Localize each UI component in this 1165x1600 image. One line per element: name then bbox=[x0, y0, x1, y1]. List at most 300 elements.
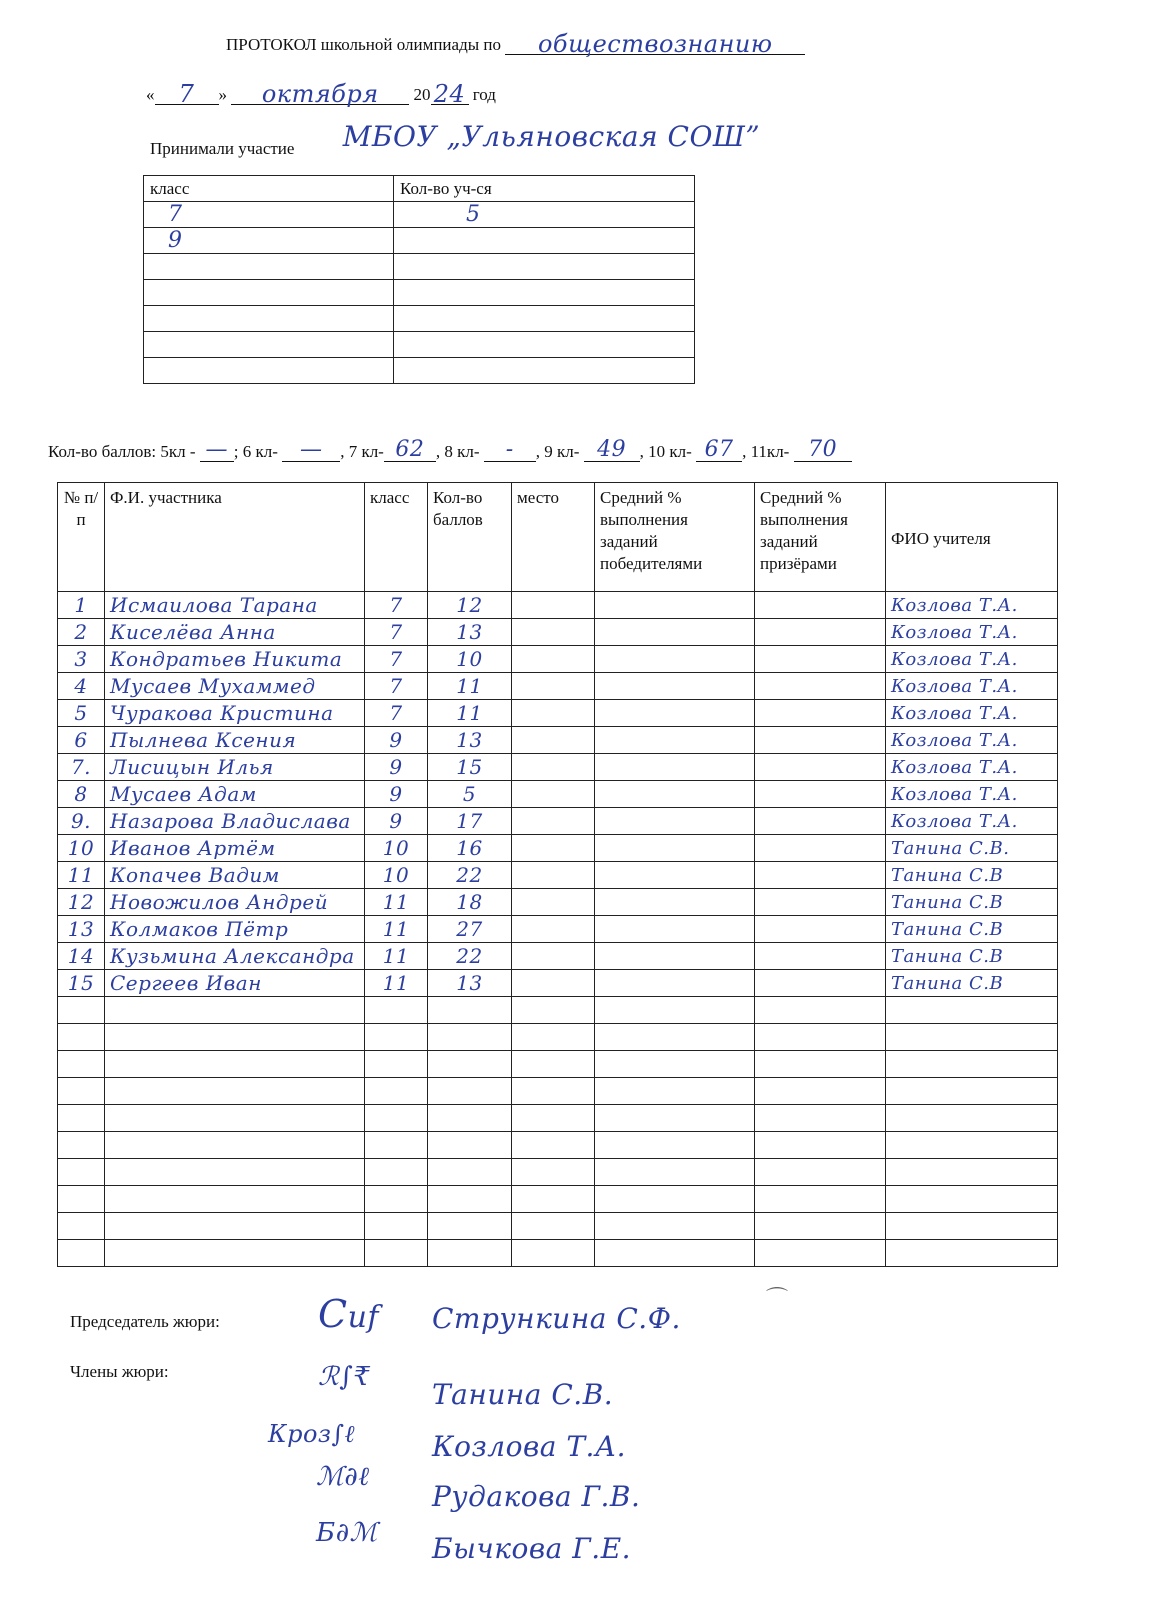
place-cell bbox=[512, 862, 595, 889]
empty-cell bbox=[755, 997, 886, 1024]
participant-name: Чуракова Кристина bbox=[105, 700, 365, 727]
table-row bbox=[58, 916, 1058, 943]
grade-cell: 9 bbox=[365, 727, 428, 754]
class-count-table bbox=[143, 175, 695, 384]
row-number: 10 bbox=[58, 835, 105, 862]
score-label-9: 9 кл- bbox=[544, 442, 580, 461]
empty-cell bbox=[428, 1078, 512, 1105]
empty-table-row bbox=[58, 1105, 1058, 1132]
empty-cell bbox=[428, 1051, 512, 1078]
empty-cell bbox=[886, 997, 1058, 1024]
empty-cell bbox=[58, 1186, 105, 1213]
row-number: 8 bbox=[58, 781, 105, 808]
empty-cell bbox=[428, 1024, 512, 1051]
place-cell bbox=[512, 592, 595, 619]
empty-cell bbox=[365, 1159, 428, 1186]
class-cell bbox=[144, 280, 394, 306]
protocol-title bbox=[226, 30, 805, 58]
score-value-9: 49 bbox=[597, 437, 627, 462]
table-row bbox=[58, 673, 1058, 700]
empty-cell bbox=[365, 1213, 428, 1240]
count-cell bbox=[394, 332, 695, 358]
table-row bbox=[58, 781, 1058, 808]
date-line bbox=[146, 80, 496, 108]
date-day-field bbox=[155, 80, 219, 108]
empty-cell bbox=[886, 1159, 1058, 1186]
points-cell: 16 bbox=[428, 835, 512, 862]
avg-prizewinners-cell bbox=[755, 889, 886, 916]
empty-cell bbox=[105, 1051, 365, 1078]
avg-prizewinners-cell bbox=[755, 943, 886, 970]
place-header: место bbox=[512, 483, 595, 592]
date-close-quote: » bbox=[218, 85, 227, 104]
participation-line bbox=[150, 120, 761, 161]
empty-cell bbox=[512, 1240, 595, 1267]
row-number: 1 bbox=[58, 592, 105, 619]
member-signature-1: ℛ∫₹ bbox=[318, 1362, 371, 1392]
empty-cell bbox=[755, 1105, 886, 1132]
participant-name: Назарова Владислава bbox=[105, 808, 365, 835]
empty-table-row bbox=[58, 997, 1058, 1024]
empty-cell bbox=[755, 1132, 886, 1159]
score-value-6: — bbox=[299, 437, 323, 462]
year-word: год bbox=[472, 85, 496, 104]
empty-cell bbox=[105, 1105, 365, 1132]
score-sep: , bbox=[742, 442, 747, 461]
empty-cell bbox=[512, 1078, 595, 1105]
place-cell bbox=[512, 673, 595, 700]
grade-cell: 7 bbox=[365, 646, 428, 673]
avg-winners-header: Средний % выполнения заданий победителями bbox=[595, 483, 755, 592]
empty-cell bbox=[58, 1240, 105, 1267]
avg-winners-cell bbox=[595, 592, 755, 619]
avg-winners-cell bbox=[595, 835, 755, 862]
avg-prizewinners-cell bbox=[755, 754, 886, 781]
avg-winners-cell bbox=[595, 862, 755, 889]
empty-cell bbox=[886, 1213, 1058, 1240]
avg-winners-cell bbox=[595, 700, 755, 727]
empty-cell bbox=[886, 1105, 1058, 1132]
count-cell bbox=[394, 228, 695, 254]
empty-cell bbox=[58, 1078, 105, 1105]
teacher-cell: Козлова Т.А. bbox=[886, 808, 1058, 835]
participant-name: Сергеев Иван bbox=[105, 970, 365, 997]
empty-cell bbox=[595, 1213, 755, 1240]
chair-label: Председатель жюри: bbox=[70, 1312, 220, 1331]
points-cell: 15 bbox=[428, 754, 512, 781]
empty-cell bbox=[105, 1186, 365, 1213]
empty-cell bbox=[595, 1078, 755, 1105]
score-sep: , bbox=[535, 442, 540, 461]
avg-prizewinners-cell bbox=[755, 862, 886, 889]
teacher-cell: Танина С.В. bbox=[886, 835, 1058, 862]
avg-prizewinners-cell bbox=[755, 673, 886, 700]
place-cell bbox=[512, 808, 595, 835]
avg-prizewinners-cell bbox=[755, 781, 886, 808]
place-cell bbox=[512, 754, 595, 781]
avg-prizewinners-cell bbox=[755, 916, 886, 943]
empty-cell bbox=[428, 1132, 512, 1159]
empty-cell bbox=[365, 1051, 428, 1078]
points-cell: 27 bbox=[428, 916, 512, 943]
grade-cell: 7 bbox=[365, 619, 428, 646]
subject-field bbox=[505, 30, 805, 58]
empty-cell bbox=[365, 1240, 428, 1267]
row-number: 2 bbox=[58, 619, 105, 646]
num-header: № п/п bbox=[58, 483, 105, 592]
date-month-field bbox=[231, 80, 409, 108]
grade-cell: 11 bbox=[365, 970, 428, 997]
teacher-cell: Козлова Т.А. bbox=[886, 619, 1058, 646]
count-cell bbox=[394, 306, 695, 332]
grade-header: класс bbox=[365, 483, 428, 592]
participant-name: Мусаев Мухаммед bbox=[105, 673, 365, 700]
empty-cell bbox=[365, 1078, 428, 1105]
empty-cell bbox=[105, 1159, 365, 1186]
class-table-row bbox=[144, 358, 695, 384]
row-number: 6 bbox=[58, 727, 105, 754]
score-label-7: 7 кл- bbox=[348, 442, 384, 461]
score-sep: , bbox=[639, 442, 644, 461]
table-row bbox=[58, 943, 1058, 970]
empty-cell bbox=[105, 1078, 365, 1105]
empty-cell bbox=[428, 1240, 512, 1267]
empty-cell bbox=[512, 1132, 595, 1159]
points-cell: 13 bbox=[428, 619, 512, 646]
empty-cell bbox=[58, 1024, 105, 1051]
row-number: 7. bbox=[58, 754, 105, 781]
empty-cell bbox=[595, 1159, 755, 1186]
grade-cell: 11 bbox=[365, 916, 428, 943]
member-name-2: Козлова Т.А. bbox=[432, 1430, 627, 1463]
grade-cell: 7 bbox=[365, 673, 428, 700]
year-suffix-field bbox=[431, 80, 469, 108]
class-cell bbox=[144, 306, 394, 332]
member-signature-3: ℳ∂ℓ bbox=[316, 1462, 370, 1492]
place-cell bbox=[512, 781, 595, 808]
empty-cell bbox=[755, 1159, 886, 1186]
empty-table-row bbox=[58, 1078, 1058, 1105]
class-table-row bbox=[144, 202, 695, 228]
grade-cell: 9 bbox=[365, 808, 428, 835]
empty-cell bbox=[595, 1240, 755, 1267]
empty-cell bbox=[886, 1024, 1058, 1051]
score-sep: , bbox=[435, 442, 441, 461]
points-cell: 11 bbox=[428, 700, 512, 727]
grade-cell: 9 bbox=[365, 781, 428, 808]
grade-cell: 10 bbox=[365, 835, 428, 862]
table-row bbox=[58, 889, 1058, 916]
class-cell: 7 bbox=[144, 202, 394, 228]
empty-cell bbox=[58, 1051, 105, 1078]
empty-cell bbox=[755, 1078, 886, 1105]
points-cell: 17 bbox=[428, 808, 512, 835]
table-row bbox=[58, 862, 1058, 889]
empty-cell bbox=[595, 997, 755, 1024]
name-header: Ф.И. участника bbox=[105, 483, 365, 592]
score-sep: , bbox=[340, 442, 345, 461]
place-cell bbox=[512, 619, 595, 646]
avg-prizewinners-cell bbox=[755, 970, 886, 997]
chair-signature: Сuf bbox=[318, 1292, 380, 1336]
empty-cell bbox=[512, 1186, 595, 1213]
points-cell: 11 bbox=[428, 673, 512, 700]
empty-cell bbox=[365, 1024, 428, 1051]
empty-cell bbox=[755, 1024, 886, 1051]
count-cell bbox=[394, 254, 695, 280]
table-row bbox=[58, 646, 1058, 673]
class-header: класс bbox=[144, 176, 394, 202]
grade-cell: 9 bbox=[365, 754, 428, 781]
avg-winners-cell bbox=[595, 673, 755, 700]
member-name-1: Танина С.В. bbox=[432, 1378, 614, 1411]
score-value-7: 62 bbox=[395, 437, 425, 462]
member-name-3: Рудакова Г.В. bbox=[432, 1480, 641, 1513]
teacher-header: ФИО учителя bbox=[886, 483, 1058, 592]
points-cell: 18 bbox=[428, 889, 512, 916]
empty-cell bbox=[58, 1132, 105, 1159]
points-cell: 10 bbox=[428, 646, 512, 673]
empty-cell bbox=[595, 1051, 755, 1078]
empty-cell bbox=[105, 1240, 365, 1267]
participant-name: Лисицын Илья bbox=[105, 754, 365, 781]
avg-prizewinners-cell bbox=[755, 619, 886, 646]
grade-cell: 7 bbox=[365, 592, 428, 619]
teacher-cell: Козлова Т.А. bbox=[886, 781, 1058, 808]
avg-prizewinners-cell bbox=[755, 727, 886, 754]
table-row bbox=[58, 754, 1058, 781]
table-row bbox=[58, 592, 1058, 619]
class-cell: 9 bbox=[144, 228, 394, 254]
empty-cell bbox=[58, 1105, 105, 1132]
score-value-10: 67 bbox=[704, 437, 734, 462]
table-row bbox=[58, 808, 1058, 835]
place-cell bbox=[512, 646, 595, 673]
score-field-6 bbox=[282, 437, 340, 462]
avg-winners-cell bbox=[595, 970, 755, 997]
score-label-8: 8 кл- bbox=[444, 442, 480, 461]
avg-winners-cell bbox=[595, 754, 755, 781]
empty-table-row bbox=[58, 1213, 1058, 1240]
class-table-row bbox=[144, 254, 695, 280]
grade-cell: 7 bbox=[365, 700, 428, 727]
score-label-10: 10 кл- bbox=[648, 442, 692, 461]
participant-name: Копачев Вадим bbox=[105, 862, 365, 889]
avg-prizewinners-cell bbox=[755, 700, 886, 727]
subject-value: обществознанию bbox=[537, 30, 773, 58]
empty-cell bbox=[886, 1132, 1058, 1159]
score-value-5: — bbox=[205, 437, 229, 462]
participation-label: Принимали участие bbox=[150, 139, 295, 158]
table-row bbox=[58, 727, 1058, 754]
score-field-8 bbox=[484, 437, 536, 462]
empty-cell bbox=[365, 1105, 428, 1132]
score-sep: ; bbox=[233, 442, 239, 461]
student-count-header: Кол-во уч-ся bbox=[394, 176, 695, 202]
teacher-cell: Козлова Т.А. bbox=[886, 646, 1058, 673]
avg-winners-cell bbox=[595, 916, 755, 943]
empty-table-row bbox=[58, 1186, 1058, 1213]
scores-label: Кол-во баллов: bbox=[48, 442, 157, 461]
participant-name: Кондратьев Никита bbox=[105, 646, 365, 673]
points-cell: 12 bbox=[428, 592, 512, 619]
empty-cell bbox=[512, 1105, 595, 1132]
class-table-row bbox=[144, 306, 695, 332]
table-row bbox=[58, 619, 1058, 646]
teacher-cell: Козлова Т.А. bbox=[886, 673, 1058, 700]
table-row bbox=[58, 700, 1058, 727]
table-row bbox=[58, 970, 1058, 997]
school-name: МБОУ „Ульяновская СОШ” bbox=[342, 120, 761, 153]
empty-cell bbox=[428, 1105, 512, 1132]
empty-cell bbox=[886, 1078, 1058, 1105]
empty-cell bbox=[595, 1105, 755, 1132]
row-number: 14 bbox=[58, 943, 105, 970]
empty-cell bbox=[365, 997, 428, 1024]
points-cell: 5 bbox=[428, 781, 512, 808]
teacher-cell: Козлова Т.А. bbox=[886, 754, 1058, 781]
empty-cell bbox=[595, 1186, 755, 1213]
empty-cell bbox=[105, 997, 365, 1024]
avg-prizewinners-cell bbox=[755, 808, 886, 835]
grade-cell: 11 bbox=[365, 943, 428, 970]
empty-table-row bbox=[58, 1051, 1058, 1078]
avg-winners-cell bbox=[595, 943, 755, 970]
empty-cell bbox=[58, 997, 105, 1024]
empty-cell bbox=[428, 997, 512, 1024]
table-row bbox=[58, 835, 1058, 862]
empty-table-row bbox=[58, 1132, 1058, 1159]
stray-mark: ⌒ bbox=[766, 1286, 789, 1311]
score-label-6: 6 кл- bbox=[242, 442, 278, 461]
empty-cell bbox=[428, 1186, 512, 1213]
empty-cell bbox=[755, 1186, 886, 1213]
empty-cell bbox=[105, 1132, 365, 1159]
date-open-quote: « bbox=[146, 85, 155, 104]
avg-prizewinners-header: Средний % выполнения заданий призёрами bbox=[755, 483, 886, 592]
avg-winners-cell bbox=[595, 889, 755, 916]
score-value-11: 70 bbox=[808, 437, 838, 462]
empty-cell bbox=[428, 1213, 512, 1240]
place-cell bbox=[512, 835, 595, 862]
count-cell: 5 bbox=[394, 202, 695, 228]
avg-prizewinners-cell bbox=[755, 592, 886, 619]
score-field-10 bbox=[696, 437, 742, 462]
participant-name: Исмаилова Тарана bbox=[105, 592, 365, 619]
grade-cell: 10 bbox=[365, 862, 428, 889]
score-field-7 bbox=[384, 437, 436, 462]
score-label-5: 5кл - bbox=[160, 442, 196, 461]
empty-cell bbox=[512, 1159, 595, 1186]
score-field-11 bbox=[794, 437, 852, 462]
empty-cell bbox=[886, 1240, 1058, 1267]
avg-winners-cell bbox=[595, 808, 755, 835]
row-number: 9. bbox=[58, 808, 105, 835]
place-cell bbox=[512, 700, 595, 727]
year-suffix-value: 24 bbox=[433, 80, 466, 108]
avg-winners-cell bbox=[595, 727, 755, 754]
row-number: 4 bbox=[58, 673, 105, 700]
results-table bbox=[57, 482, 1058, 1267]
results-body bbox=[58, 592, 1058, 1267]
row-number: 11 bbox=[58, 862, 105, 889]
empty-cell bbox=[105, 1213, 365, 1240]
empty-table-row bbox=[58, 1240, 1058, 1267]
member-signature-4: Б∂ℳ bbox=[316, 1518, 378, 1548]
points-cell: 22 bbox=[428, 862, 512, 889]
score-label-11: 11кл- bbox=[750, 442, 790, 461]
empty-cell bbox=[886, 1051, 1058, 1078]
row-number: 3 bbox=[58, 646, 105, 673]
count-cell bbox=[394, 280, 695, 306]
score-value-8: - bbox=[505, 437, 514, 462]
class-table-row bbox=[144, 280, 695, 306]
class-cell bbox=[144, 254, 394, 280]
class-cell bbox=[144, 358, 394, 384]
teacher-cell: Танина С.В bbox=[886, 862, 1058, 889]
empty-cell bbox=[365, 1186, 428, 1213]
avg-prizewinners-cell bbox=[755, 646, 886, 673]
avg-winners-cell bbox=[595, 646, 755, 673]
place-cell bbox=[512, 889, 595, 916]
empty-cell bbox=[512, 1024, 595, 1051]
teacher-cell: Козлова Т.А. bbox=[886, 592, 1058, 619]
empty-cell bbox=[755, 1240, 886, 1267]
empty-cell bbox=[58, 1159, 105, 1186]
teacher-cell: Танина С.В bbox=[886, 970, 1058, 997]
date-day-value: 7 bbox=[178, 80, 195, 108]
empty-cell bbox=[595, 1132, 755, 1159]
score-field-9 bbox=[584, 437, 640, 462]
points-cell: 22 bbox=[428, 943, 512, 970]
participant-name: Пылнева Ксения bbox=[105, 727, 365, 754]
empty-cell bbox=[105, 1024, 365, 1051]
empty-cell bbox=[512, 997, 595, 1024]
empty-cell bbox=[512, 1051, 595, 1078]
teacher-cell: Танина С.В bbox=[886, 889, 1058, 916]
participant-name: Киселёва Анна bbox=[105, 619, 365, 646]
empty-cell bbox=[512, 1213, 595, 1240]
participant-name: Колмаков Пётр bbox=[105, 916, 365, 943]
year-prefix: 20 bbox=[413, 85, 431, 104]
points-cell: 13 bbox=[428, 970, 512, 997]
empty-table-row bbox=[58, 1024, 1058, 1051]
title-prefix: ПРОТОКОЛ школьной олимпиады по bbox=[226, 35, 501, 54]
place-cell bbox=[512, 943, 595, 970]
empty-cell bbox=[428, 1159, 512, 1186]
avg-winners-cell bbox=[595, 619, 755, 646]
chair-name: Стрункина С.Ф. bbox=[432, 1302, 681, 1335]
points-cell: 13 bbox=[428, 727, 512, 754]
place-cell bbox=[512, 727, 595, 754]
teacher-cell: Танина С.В bbox=[886, 916, 1058, 943]
empty-cell bbox=[595, 1024, 755, 1051]
avg-winners-cell bbox=[595, 781, 755, 808]
class-table-row bbox=[144, 228, 695, 254]
date-month-value: октября bbox=[261, 80, 379, 108]
empty-cell bbox=[365, 1132, 428, 1159]
teacher-cell: Козлова Т.А. bbox=[886, 727, 1058, 754]
class-table-row bbox=[144, 332, 695, 358]
empty-cell bbox=[58, 1213, 105, 1240]
scores-line bbox=[48, 437, 852, 462]
row-number: 15 bbox=[58, 970, 105, 997]
participant-name: Иванов Артём bbox=[105, 835, 365, 862]
participant-name: Кузьмина Александра bbox=[105, 943, 365, 970]
place-cell bbox=[512, 916, 595, 943]
teacher-cell: Танина С.В bbox=[886, 943, 1058, 970]
members-label: Члены жюри: bbox=[70, 1362, 169, 1381]
